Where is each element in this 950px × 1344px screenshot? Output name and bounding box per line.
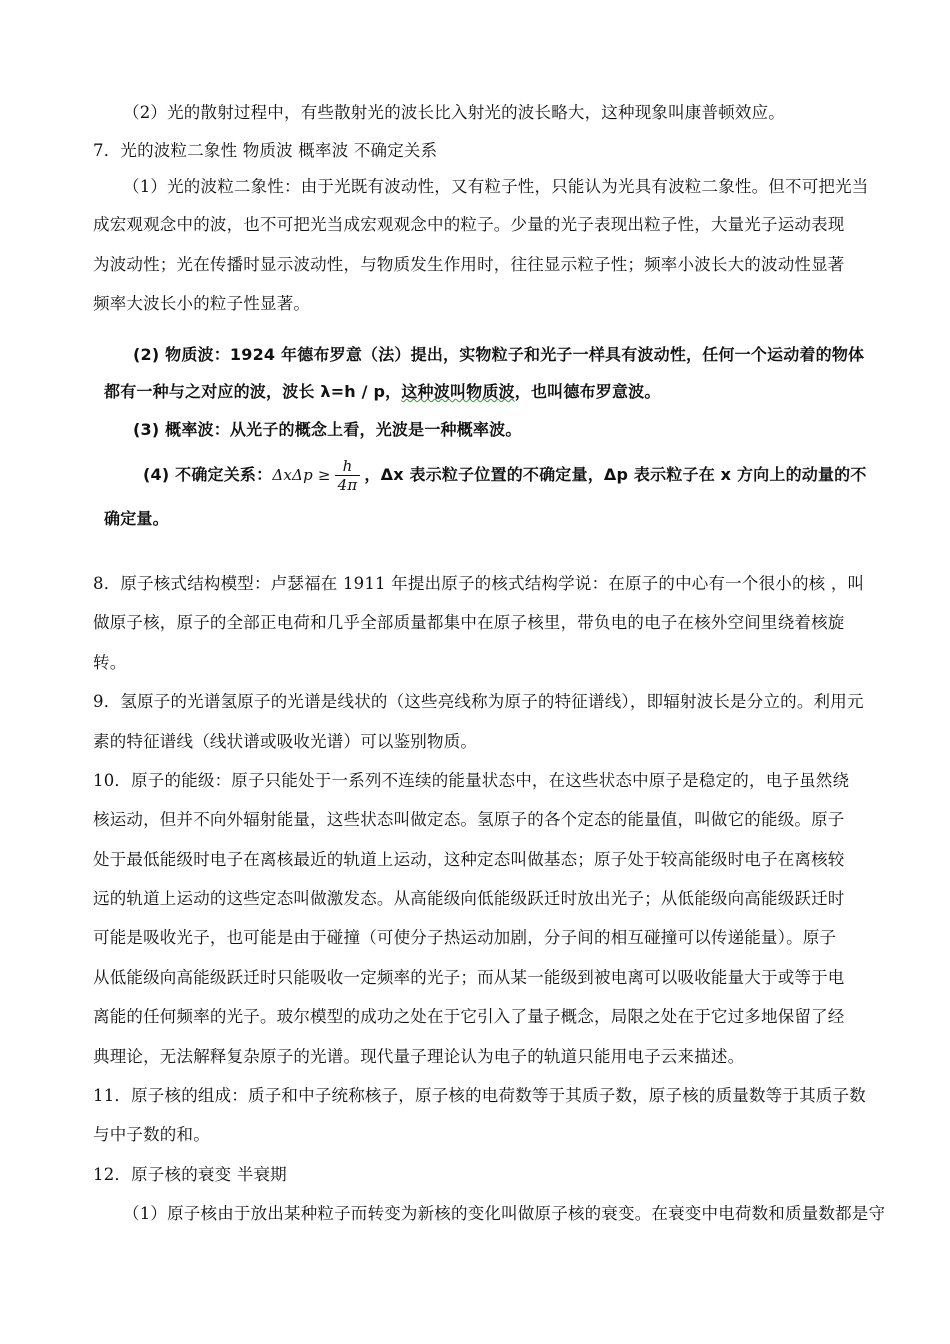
section-7-heading: 7．光的波粒二象性 物质波 概率波 不确定关系 — [93, 141, 438, 160]
paragraph-line: 为波动性；光在传播时显示波动性，与物质发生作用时，往往显示粒子性；频率小波长大的波动性显著 — [93, 255, 845, 274]
paragraph-compton-effect: （2）光的散射过程中，有些散射光的波长比入射光的波长略大，这种现象叫康普顿效应。 — [123, 103, 785, 122]
paragraph-line: 从低能级向高能级跃迁时只能吸收一定频率的光子；而从某一能级到被电离可以吸收能量大于或等于电 — [93, 968, 845, 987]
paragraph-line: 素的特征谱线（线状谱或吸收光谱）可以鉴别物质。 — [93, 732, 478, 751]
section-10-line: 10．原子的能级：原子只能处于一系列不连续的能量状态中，在这些状态中原子是稳定的，电子虽然绕 — [93, 771, 850, 790]
uncertainty-formula: ΔxΔp ≥ — [272, 466, 331, 484]
matter-wave-line: (2) 物质波：1924 年德布罗意（法）提出，实物粒子和光子一样具有波动性，任何一个运动着的物体 — [133, 345, 865, 364]
paragraph-line: 处于最低能级时电子在离核最近的轨道上运动，这种定态叫做基态；原子处于较高能级时电子在离核较 — [93, 850, 845, 869]
paragraph-line: 成宏观观念中的波，也不可把光当成宏观观念中的粒子。少量的光子表现出粒子性，大量光子运动表现 — [93, 215, 845, 234]
paragraph-line: 核运动，但并不向外辐射能量，这些状态叫做定态。氢原子的各个定态的能量值，叫做它的能级。原子 — [93, 810, 845, 829]
paragraph-line: （1）光的波粒二象性：由于光既有波动性，又有粒子性，只能认为光具有波粒二象性。但不可把光当 — [123, 177, 869, 196]
paragraph-line: 与中子数的和。 — [93, 1125, 210, 1144]
matter-wave-term: 这种波叫物质波 — [401, 382, 515, 401]
paragraph-line: 转。 — [93, 653, 127, 672]
section-9-line: 9．氢原子的光谱氢原子的光谱是线状的（这些亮线称为原子的特征谱线），即辐射波长是分立的。利用元 — [93, 692, 864, 711]
section-8-line: 8．原子核式结构模型：卢瑟福在 1911 年提出原子的核式结构学说：在原子的中心有一个很小的核 ，叫 — [93, 574, 865, 593]
matter-wave-line-2: 都有一种与之对应的波，波长 λ=h / p，这种波叫物质波，也叫德布罗意波。 — [104, 382, 661, 401]
h-over-4pi-fraction: $\frac{h}{4\pi}$ — [335, 457, 361, 494]
paragraph-line: 典理论，无法解释复杂原子的光谱。现代量子理论认为电子的轨道只能用电子云来描述。 — [93, 1047, 745, 1066]
paragraph-line: 做原子核，原子的全部正电荷和几乎全部质量都集中在原子核里，带负电的电子在核外空间里绕着核旋 — [93, 613, 845, 632]
paragraph-line: 远的轨道上运动的这些定态叫做激发态。从高能级向低能级跃迁时放出光子；从低能级向高能级跃迁时 — [93, 889, 845, 908]
paragraph-line: 频率大波长小的粒子性显著。 — [93, 294, 311, 313]
section-11-line: 11．原子核的组成：质子和中子统称核子，原子核的电荷数等于其质子数，原子核的质量数等于其质子数 — [93, 1086, 866, 1105]
paragraph-line: 离能的任何频率的光子。玻尔模型的成功之处在于它引入了量子概念，局限之处在于它过多地保留了经 — [93, 1007, 845, 1026]
paragraph-line: （1）原子核由于放出某种粒子而转变为新核的变化叫做原子核的衰变。在衰变中电荷数和质量数都是守 — [123, 1204, 886, 1223]
probability-wave-line: (3) 概率波：从光子的概念上看，光波是一种概率波。 — [133, 420, 522, 439]
uncertainty-relation-line-2: 确定量。 — [104, 509, 169, 528]
uncertainty-relation-line: (4) 不确定关系： ΔxΔp ≥ $\frac{h}{4\pi}$ ，Δx 表示粒子位置的不确定量，Δp 表示粒子在 x 方向上的动量的不 — [143, 456, 867, 494]
section-12-heading: 12．原子核的衰变 半衰期 — [93, 1165, 287, 1184]
paragraph-line: 可能是吸收光子，也可能是由于碰撞（可使分子热运动加剧，分子间的相互碰撞可以传递能量）。原子 — [93, 928, 837, 947]
